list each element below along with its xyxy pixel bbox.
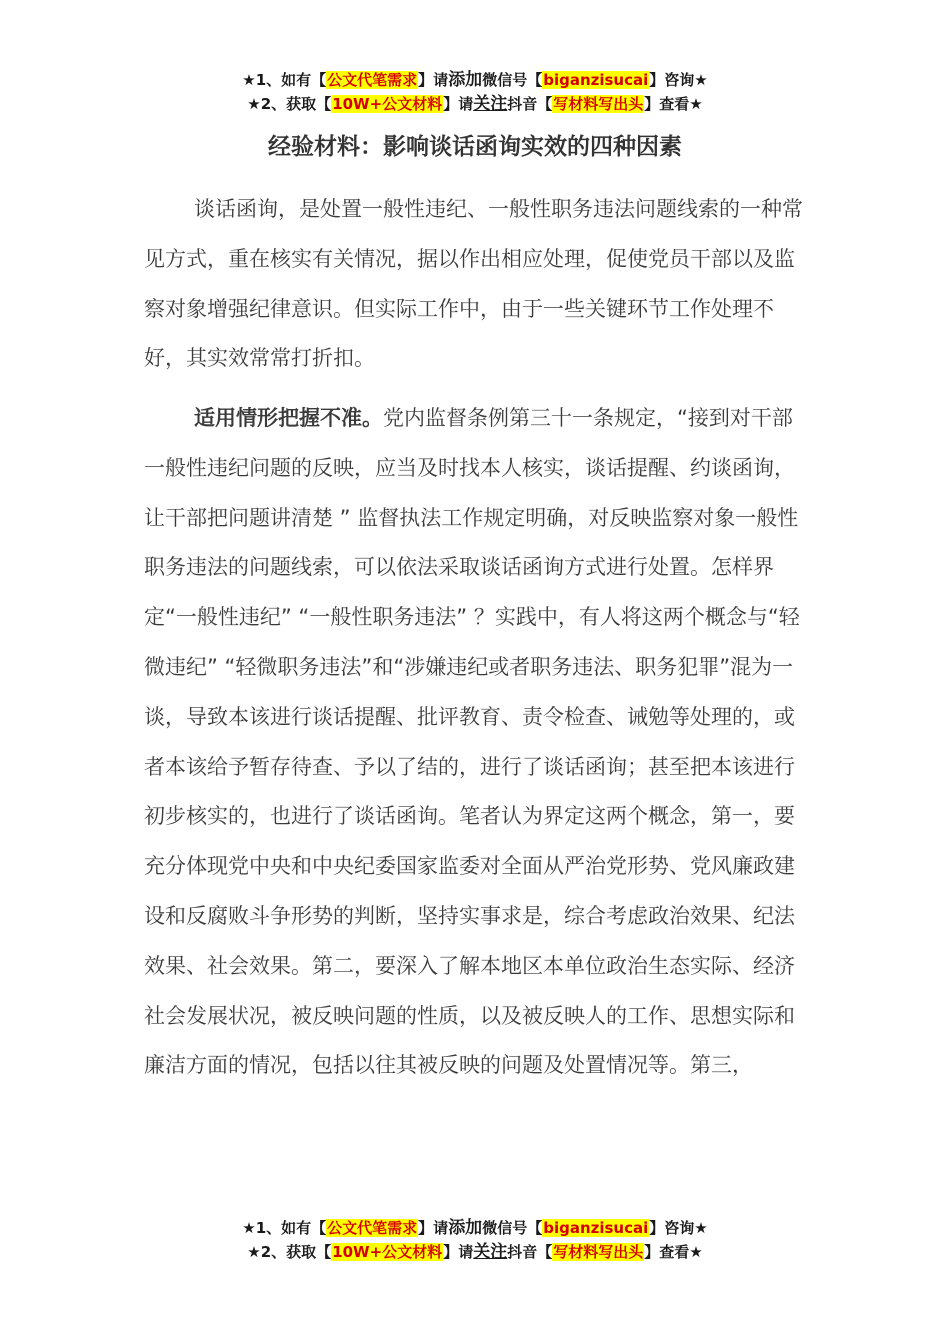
body-paragraph: 谈话函询，是处置一般性违纪、一般性职务违法问题线索的一种常见方式，重在核实有关情况，据以作出相应处理，促使党员干部以及监察对象增强纪律意识。但实际工作中，由于一些关键环节工作处理不好，其实效常常打折扣。	[144, 197, 803, 371]
banner-highlight: 公文代笔需求	[327, 71, 418, 89]
banner-highlight: biganzisucai	[543, 1219, 649, 1237]
banner-line-1: ★1、如有【公文代笔需求】请添加微信号【biganzisucai】咨询★	[242, 70, 708, 90]
banner-highlight: 公文代笔需求	[327, 1219, 418, 1237]
paragraph-body: 党内监督条例第三十一条规定，“接到对干部一般性违纪问题的反映，应当及时找本人核实，谈话提醒、约谈函询，让干部把问题讲清楚 ” 监督执法工作规定明确，对反映监察对象一般性职务违法的问题线索，可以依法采取谈话函询方式进行处置。怎样界定“一般性违纪” “一般性职务违法” ？实践中，有人将这两个概念与“轻微违纪” “轻微职务违法”和“涉嫌违纪或者职务违法、职务犯罪”混为一谈，导致本该进行谈话提醒、批评教育、责令检查、诫勉等处理的，或者本该给予暂存待查、予以了结的，进行了谈话函询；甚至把本该进行初步核实的，也进行了谈话函询。笔者认为界定这两个概念，第一，要充分体现党中央和中央纪委国家监委对全面从严治党形势、党风廉政建设和反腐败斗争形势的判断，坚持实事求是，综合考虑政治效果、纪法效果、社会效果。第二，要深入了解本地区本单位政治生态实际、经济社会发展状况，被反映问题的性质，以及被反映人的工作、思想实际和廉洁方面的情况，包括以往其被反映的问题及处置情况等。第三，	[144, 406, 800, 1078]
document-title: 经验材料：影响谈话函询实效的四种因素	[268, 134, 682, 160]
banner-highlight: 10W+公文材料	[332, 1243, 443, 1261]
banner-highlight: 写材料写出头	[553, 1243, 644, 1261]
banner-line-2: ★2、获取【10W+公文材料】请关注抖音【写材料写出头】查看★	[247, 94, 703, 114]
banner-line-1: ★1、如有【公文代笔需求】请添加微信号【biganzisucai】咨询★	[242, 1218, 708, 1238]
banner-highlight: 写材料写出头	[553, 95, 644, 113]
body-paragraph	[144, 394, 804, 1091]
banner-line-2: ★2、获取【10W+公文材料】请关注抖音【写材料写出头】查看★	[247, 1242, 703, 1262]
banner-highlight: 10W+公文材料	[332, 95, 443, 113]
banner-highlight: biganzisucai	[543, 71, 649, 89]
footer-banner	[0, 1216, 950, 1264]
paragraph-lead: 适用情形把握不准。	[194, 406, 383, 430]
header-banner	[0, 68, 950, 116]
